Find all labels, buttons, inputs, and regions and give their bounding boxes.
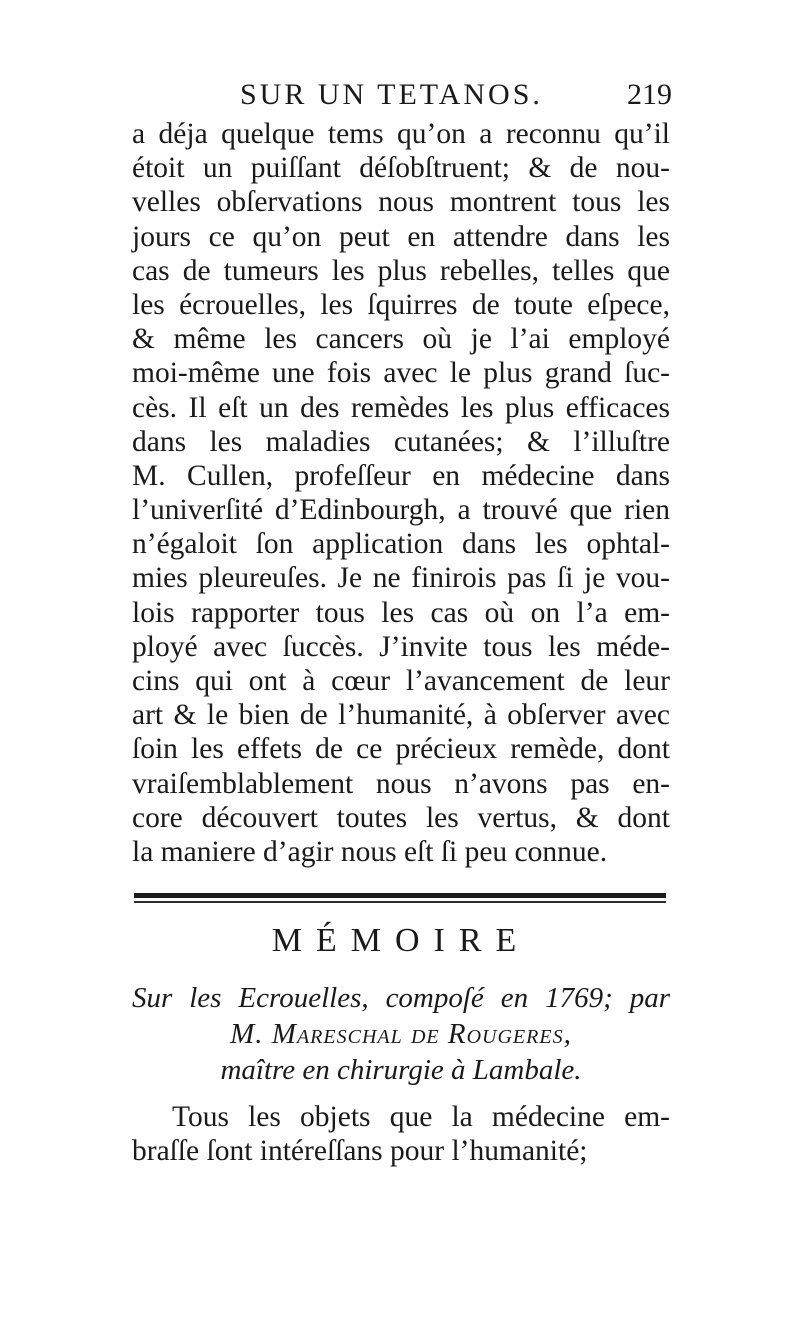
text-line: a déja quelque tems qu’on a reconnu qu’il	[132, 118, 670, 150]
section-title: MÉMOIRE	[271, 922, 531, 959]
text-line: ployé avec ſuccès. J’invite tous les méde-	[132, 630, 670, 663]
text-line: & même les cancers où je l’ai employé	[132, 323, 670, 356]
body-paragraph	[132, 117, 670, 869]
text-line: velles obſervations nous montrent tous les	[132, 186, 670, 219]
text-line: cès. Il eſt un des remèdes les plus efficaces	[132, 391, 670, 424]
text-line: art & le bien de l’humanité, à obſerver avec	[132, 699, 670, 732]
text-line: core découvert toutes les vertus, & dont	[132, 801, 670, 834]
text-line: étoit un puiſſant déſobſtruent; & de nou-	[132, 152, 670, 185]
running-head-title: SUR UN TETANOS.	[240, 78, 543, 111]
divider-thick-line	[134, 893, 666, 898]
text-line: dans les maladies cutanées; & l’illuſtre	[132, 425, 670, 458]
text-line: cas de tumeurs les plus rebelles, telles que	[132, 254, 670, 287]
text-line: lois rapporter tous les cas où on l’a em-	[132, 596, 670, 629]
subtitle-line-3: maître en chirurgie à Lambale.	[220, 1054, 582, 1086]
subtitle-line-1: Sur les Ecrouelles, compoſé en 1769; par	[132, 982, 670, 1014]
text-line: braſſe ſont intéreſſans pour l’humanité;	[132, 1135, 588, 1168]
text-line: vraiſemblablement nous n’avons pas en-	[132, 767, 670, 800]
subtitle-line-2: M. Mareschal de Rougeres,	[230, 1018, 572, 1050]
text-line: mies pleureuſes. Je ne finirois pas ſi je vou-	[132, 562, 670, 595]
section-divider-rule	[134, 893, 666, 903]
opening-paragraph	[132, 1100, 670, 1168]
divider-thin-line	[134, 901, 666, 903]
text-line: cins qui ont à cœur l’avancement de leur	[132, 665, 670, 697]
text-line: moi-même une fois avec le plus grand ſuc-	[132, 357, 670, 390]
text-line: jours ce qu’on peut en attendre dans les	[132, 220, 670, 253]
text-line: ſoin les effets de ce précieux remède, dont	[132, 733, 670, 766]
text-line: n’égaloit ſon application dans les ophtal-	[132, 528, 670, 561]
text-line: l’univerſité d’Edinbourgh, a trouvé que rien	[132, 494, 670, 527]
text-line: Tous les objets que la médecine em-	[172, 1101, 670, 1133]
running-head	[132, 78, 672, 118]
text-line: la maniere d’agir nous eſt ſi peu connue.	[132, 835, 608, 868]
page-number: 219	[627, 78, 672, 111]
text-line: M. Cullen, profeſſeur en médecine dans	[132, 459, 670, 492]
section-subtitle	[132, 980, 670, 1088]
text-line: les écrouelles, les ſquirres de toute eſpece,	[132, 288, 670, 321]
